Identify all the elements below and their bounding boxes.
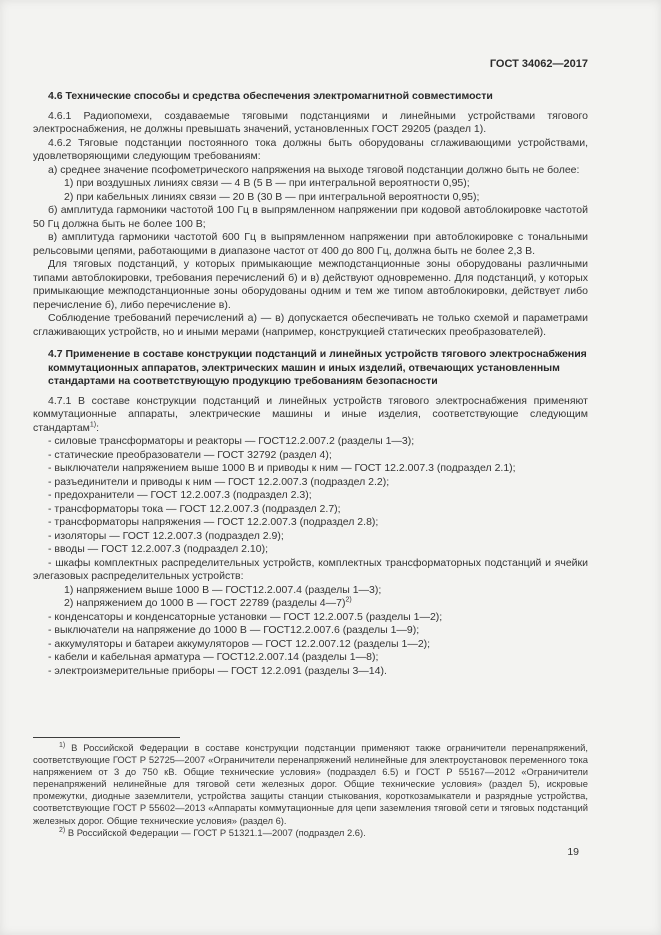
footnote-2-text: В Российской Федерации — ГОСТ Р 51321.1—2007 (подраздел 2.6). bbox=[67, 826, 366, 838]
section-4-6-heading: 4.6 Технические способы и средства обеспечения электромагнитной совместимости bbox=[48, 90, 493, 102]
footnote-1 bbox=[33, 742, 588, 827]
standard-number: ГОСТ 34062—2017 bbox=[489, 58, 588, 70]
paragraph-4-7-1-colon: : bbox=[96, 421, 100, 434]
section-4-7-heading: 4.7 Применение в составе конструкции подстанций и линейных устройств тягового электроснабжения коммутационных аппаратов, электрических машин и иных изделий, отвечающих установленным стандартами на соответствующую продукцию требованиям безопасности bbox=[48, 348, 587, 387]
paragraph-4-7-1-text: 4.7.1 В составе конструкции подстанций и линейных устройств тягового электроснабжения применяют коммутационные аппараты, электрические машины и иные изделия, соответствующие следующим стандартам bbox=[33, 394, 588, 434]
list-item: - трансформаторы напряжения — ГОСТ 12.2.007.3 (подраздел 2.8); bbox=[48, 516, 379, 528]
list-subitem-2 bbox=[33, 597, 588, 611]
list-item-b: б) амплитуда гармоники частотой 100 Гц в выпрямленном напряжении при кодовой автоблокировке частотой 50 Гц должна быть не более 100 В; bbox=[33, 204, 588, 230]
list-item: - выключатели на напряжение до 1000 В — ГОСТ12.2.007.6 (разделы 1—9); bbox=[48, 624, 420, 636]
list-item-v: в) амплитуда гармоники частотой 600 Гц в выпрямленном напряжении при автоблокировке с тональными рельсовыми цепями, работающими в диапазоне частот от 400 до 800 Гц, должна быть не более 2,3 В. bbox=[33, 231, 588, 257]
paragraph-compliance: Соблюдение требований перечислений а) — в) допускается обеспечивать не только схемой и параметрами сглаживающих устройств, но и иными мерами (например, конструкцией статических преобразователей). bbox=[33, 312, 588, 338]
footnote-1-marker: 1) bbox=[59, 741, 66, 749]
list-item: - вводы — ГОСТ 12.2.007.3 (подраздел 2.10); bbox=[48, 543, 269, 555]
list-item: - разъединители и приводы к ним — ГОСТ 12.2.007.3 (подраздел 2.2); bbox=[48, 475, 390, 488]
list-item: - кабели и кабельная арматура — ГОСТ12.2.007.14 (разделы 1—8); bbox=[48, 651, 379, 663]
footnote-ref-2: 2) bbox=[345, 596, 352, 604]
list-item: - выключатели напряжением выше 1000 В и приводы к ним — ГОСТ 12.2.007.3 (подраздел 2.1); bbox=[48, 462, 516, 474]
footnote-separator bbox=[33, 737, 180, 738]
list-item: - изоляторы — ГОСТ 12.2.007.3 (подраздел 2.9); bbox=[48, 529, 284, 542]
footnote-1-text: В Российской Федерации в составе конструкции подстанции применяют также ограничители перенапряжений, соответствующие ГОСТ Р 52725—2007 «Ограничители перенапряжений нелинейные для электроустановок переменного тока напряжением от 3 до 750 кВ. Общие технические условия» (подраздел 6.5) и ГОСТ Р 55167—2012 «Ограничители перенапряжений нелинейные для тяговой сети железных дорог. Общие технические условия» (раздел 5), искровые промежутки, диодные заземлители, устройства защиты станции стыкования, короткозамыкатели и разрядные устройства, соответствующие ГОСТ Р 55602—2013 «Аппараты коммутационные для цепи заземления тяговой сети и тяговых подстанций железных дорог. Общие технические условия» (раздел 6). bbox=[33, 742, 588, 826]
list-item: - силовые трансформаторы и реакторы — ГОСТ12.2.007.2 (разделы 1—3); bbox=[48, 435, 415, 447]
list-item: - предохранители — ГОСТ 12.2.007.3 (подраздел 2.3); bbox=[48, 489, 312, 501]
footnotes-section bbox=[33, 737, 588, 839]
paragraph-4-6-1: 4.6.1 Радиопомехи, создаваемые тяговыми подстанциями и линейными устройствами тягового электроснабжения, не должны превышать значений, установленных ГОСТ 29205 (раздел 1). bbox=[33, 109, 588, 135]
footnote-2 bbox=[33, 827, 588, 839]
list-item: - шкафы комплектных распределительных устройств, комплектных трансформаторных подстанций и ячейки элегазовых распределительных устройств: bbox=[33, 556, 588, 582]
list-item: - трансформаторы тока — ГОСТ 12.2.007.3 (подраздел 2.7); bbox=[48, 502, 341, 515]
list-item: - аккумуляторы и батареи аккумуляторов — ГОСТ 12.2.007.12 (разделы 1—2); bbox=[48, 637, 431, 650]
page-number: 19 bbox=[567, 846, 579, 858]
list-item-a: а) среднее значение псофометрического напряжения на выходе тяговой подстанции должно быть не более: bbox=[48, 163, 580, 176]
page-content bbox=[33, 90, 588, 678]
paragraph-zones: Для тяговых подстанций, у которых примыкающие межподстанционные зоны оборудованы различными типами автоблокировки, требования перечислений б) и в) действуют одновременно. Для подстанций, у которых примыкающие межподстанционные зоны оборудованы одним и тем же типом автоблокировки, действует либо перечисление б), либо перечисление в). bbox=[33, 258, 588, 311]
footnote-2-marker: 2) bbox=[59, 826, 66, 834]
paragraph-4-6-2: 4.6.2 Тяговые подстанции постоянного тока должны быть оборудованы сглаживающими устройствами, удовлетворяющими следующим требованиям: bbox=[33, 136, 588, 162]
footnote-ref-1: 1) bbox=[89, 421, 97, 428]
list-subitem-1: 1) напряжением выше 1000 В — ГОСТ12.2.007.4 (разделы 1—3); bbox=[64, 583, 382, 596]
list-subitem-2-text: 2) напряжением до 1000 В — ГОСТ 22789 (разделы 4—7) bbox=[64, 597, 346, 609]
page-header bbox=[33, 58, 588, 70]
paragraph-4-7-1 bbox=[33, 395, 588, 436]
list-subitem-1: 1) при воздушных линиях связи — 4 В (5 В — при интегральной вероятности 0,95); bbox=[64, 177, 470, 189]
list-item: - статические преобразователи — ГОСТ 32792 (раздел 4); bbox=[48, 448, 332, 461]
list-item: - электроизмерительные приборы — ГОСТ 12.2.091 (разделы 3—14). bbox=[48, 664, 387, 677]
list-subitem-2: 2) при кабельных линиях связи — 20 В (30 В — при интегральной вероятности 0,95); bbox=[64, 190, 480, 203]
list-item: - конденсаторы и конденсаторные установки — ГОСТ 12.2.007.5 (разделы 1—2); bbox=[48, 610, 443, 623]
